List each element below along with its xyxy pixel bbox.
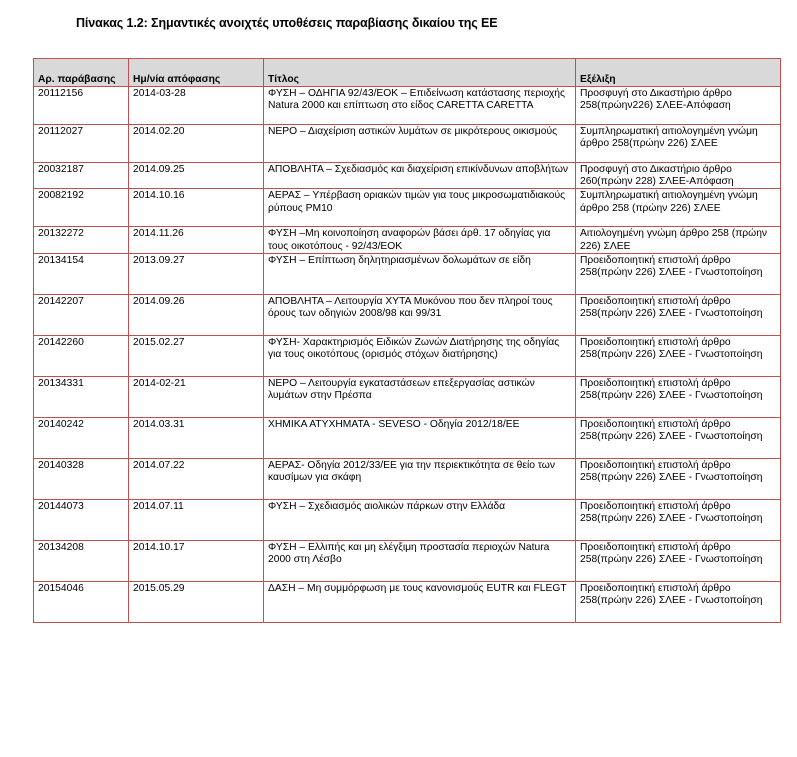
cell-number: 20112156 <box>34 87 129 125</box>
table-row <box>34 376 781 417</box>
cell-number: 20142260 <box>34 335 129 376</box>
cell-title: ΦΥΣΗ – Ελλιπής και μη ελέγξιμη προστασία περιοχών Natura 2000 στη Λέσβο <box>264 540 576 581</box>
table-row <box>34 253 781 294</box>
table-header-row <box>34 59 781 87</box>
cell-title: ΦΥΣΗ – Σχεδιασμός αιολικών πάρκων στην Ελλάδα <box>264 499 576 540</box>
cell-status: Προειδοποιητική επιστολή άρθρο 258(πρώην 226) ΣΛΕΕ - Γνωστοποίηση <box>576 294 781 335</box>
cell-number: 20032187 <box>34 163 129 189</box>
cell-status: Προειδοποιητική επιστολή άρθρο 258(πρώην 226) ΣΛΕΕ - Γνωστοποίηση <box>576 540 781 581</box>
cell-status: Προσφυγή στο Δικαστήριο άρθρο 258(πρώην226) ΣΛΕΕ-Απόφαση <box>576 87 781 125</box>
cell-title: ΑΠΟΒΛΗΤΑ – Λειτουργία ΧΥΤΑ Μυκόνου που δεν πληροί τους όρους των οδηγιών 2008/98 και 99/31 <box>264 294 576 335</box>
cell-title: ΝΕΡΟ – Λειτουργία εγκαταστάσεων επεξεργασίας αστικών λυμάτων στην Πρέσπα <box>264 376 576 417</box>
table-row <box>34 581 781 622</box>
cell-date: 2014.09.25 <box>129 163 264 189</box>
cell-title: ΧΗΜΙΚΑ ΑΤΥΧΗΜΑΤΑ - SEVESO - Οδηγία 2012/18/ΕΕ <box>264 417 576 458</box>
cell-status: Προειδοποιητική επιστολή άρθρο 258(πρώην 226) ΣΛΕΕ - Γνωστοποίηση <box>576 417 781 458</box>
cell-date: 2014.09.26 <box>129 294 264 335</box>
table-row <box>34 87 781 125</box>
header-status: Εξέλιξη <box>576 59 781 87</box>
cell-status: Προειδοποιητική επιστολή άρθρο 258(πρώην 226) ΣΛΕΕ - Γνωστοποίηση <box>576 499 781 540</box>
cell-status: Προειδοποιητική επιστολή άρθρο 258(πρώην 226) ΣΛΕΕ - Γνωστοποίηση <box>576 581 781 622</box>
cell-title: ΦΥΣΗ- Χαρακτηρισμός Ειδικών Ζωνών Διατήρησης της οδηγίας για τους οικοτόπους (ορισμός στόχων διατήρησης) <box>264 335 576 376</box>
cell-number: 20112027 <box>34 125 129 163</box>
cell-status: Προειδοποιητική επιστολή άρθρο 258(πρώην 226) ΣΛΕΕ - Γνωστοποίηση <box>576 458 781 499</box>
cell-title: ΝΕΡΟ – Διαχείριση αστικών λυμάτων σε μικρότερους οικισμούς <box>264 125 576 163</box>
cell-date: 2014.10.16 <box>129 189 264 227</box>
cell-date: 2014-02-21 <box>129 376 264 417</box>
cell-title: ΑΕΡΑΣ- Οδηγία 2012/33/ΕΕ για την περιεκτικότητα σε θείο των καυσίμων για σκάφη <box>264 458 576 499</box>
table-row <box>34 189 781 227</box>
table-row <box>34 417 781 458</box>
table-row <box>34 499 781 540</box>
cell-title: ΦΥΣΗ – ΟΔΗΓΙΑ 92/43/ΕΟΚ – Επιδείνωση κατάστασης περιοχής Natura 2000 και επίπτωση στο είδος CARETTA CARETTA <box>264 87 576 125</box>
table-row <box>34 458 781 499</box>
cell-title: ΑΕΡΑΣ – Υπέρβαση οριακών τιμών για τους μικροσωματιδιακούς ρύπους ΡΜ10 <box>264 189 576 227</box>
cell-date: 2015.05.29 <box>129 581 264 622</box>
cell-status: Προειδοποιητική επιστολή άρθρο 258(πρώην 226) ΣΛΕΕ - Γνωστοποίηση <box>576 253 781 294</box>
cell-number: 20140328 <box>34 458 129 499</box>
cell-number: 20140242 <box>34 417 129 458</box>
header-date: Ημ/νία απόφασης <box>129 59 264 87</box>
cell-date: 2014.10.17 <box>129 540 264 581</box>
header-title: Τίτλος <box>264 59 576 87</box>
cell-title: ΦΥΣΗ – Επίπτωση δηλητηριασμένων δολωμάτων σε είδη <box>264 253 576 294</box>
cell-date: 2013.09.27 <box>129 253 264 294</box>
cell-date: 2014.02.20 <box>129 125 264 163</box>
cell-status: Συμπληρωματική αιτιολογημένη γνώμη άρθρο 258 (πρώην 226) ΣΛΕΕ <box>576 189 781 227</box>
cell-date: 2014.11.26 <box>129 227 264 253</box>
cell-status: Αιτιολογημένη γνώμη άρθρο 258 (πρώην 226) ΣΛΕΕ <box>576 227 781 253</box>
table-row <box>34 294 781 335</box>
cell-date: 2015.02.27 <box>129 335 264 376</box>
table-row <box>34 540 781 581</box>
cell-title: ΦΥΣΗ –Μη κοινοποίηση αναφορών βάσει άρθ. 17 οδηγίας για τους οικοτόπους - 92/43/ΕΟΚ <box>264 227 576 253</box>
cell-number: 20134154 <box>34 253 129 294</box>
cell-title: ΑΠΟΒΛΗΤΑ – Σχεδιασμός και διαχείριση επικίνδυνων αποβλήτων <box>264 163 576 189</box>
cell-number: 20142207 <box>34 294 129 335</box>
header-number: Αρ. παράβασης <box>34 59 129 87</box>
cell-number: 20132272 <box>34 227 129 253</box>
cell-number: 20134208 <box>34 540 129 581</box>
cell-date: 2014.07.11 <box>129 499 264 540</box>
cell-number: 20082192 <box>34 189 129 227</box>
cell-date: 2014.03.31 <box>129 417 264 458</box>
table-row <box>34 163 781 189</box>
cell-title: ΔΑΣΗ – Μη συμμόρφωση με τους κανονισμούς EUTR και FLEGT <box>264 581 576 622</box>
cell-number: 20154046 <box>34 581 129 622</box>
cell-status: Προειδοποιητική επιστολή άρθρο 258(πρώην 226) ΣΛΕΕ - Γνωστοποίηση <box>576 376 781 417</box>
cell-status: Προειδοποιητική επιστολή άρθρο 258(πρώην 226) ΣΛΕΕ - Γνωστοποίηση <box>576 335 781 376</box>
infringement-cases-table <box>33 58 781 623</box>
cell-date: 2014-03-28 <box>129 87 264 125</box>
table-row <box>34 125 781 163</box>
table-row <box>34 335 781 376</box>
cell-date: 2014.07.22 <box>129 458 264 499</box>
cell-status: Συμπληρωματική αιτιολογημένη γνώμη άρθρο 258(πρώην 226) ΣΛΕΕ <box>576 125 781 163</box>
table-caption: Πίνακας 1.2: Σημαντικές ανοιχτές υποθέσεις παραβίασης δικαίου της ΕΕ <box>76 16 498 30</box>
cell-number: 20144073 <box>34 499 129 540</box>
table-row <box>34 227 781 253</box>
cell-status: Προσφυγή στο Δικαστήριο άρθρο 260(πρώην 228) ΣΛΕΕ-Απόφαση <box>576 163 781 189</box>
cell-number: 20134331 <box>34 376 129 417</box>
